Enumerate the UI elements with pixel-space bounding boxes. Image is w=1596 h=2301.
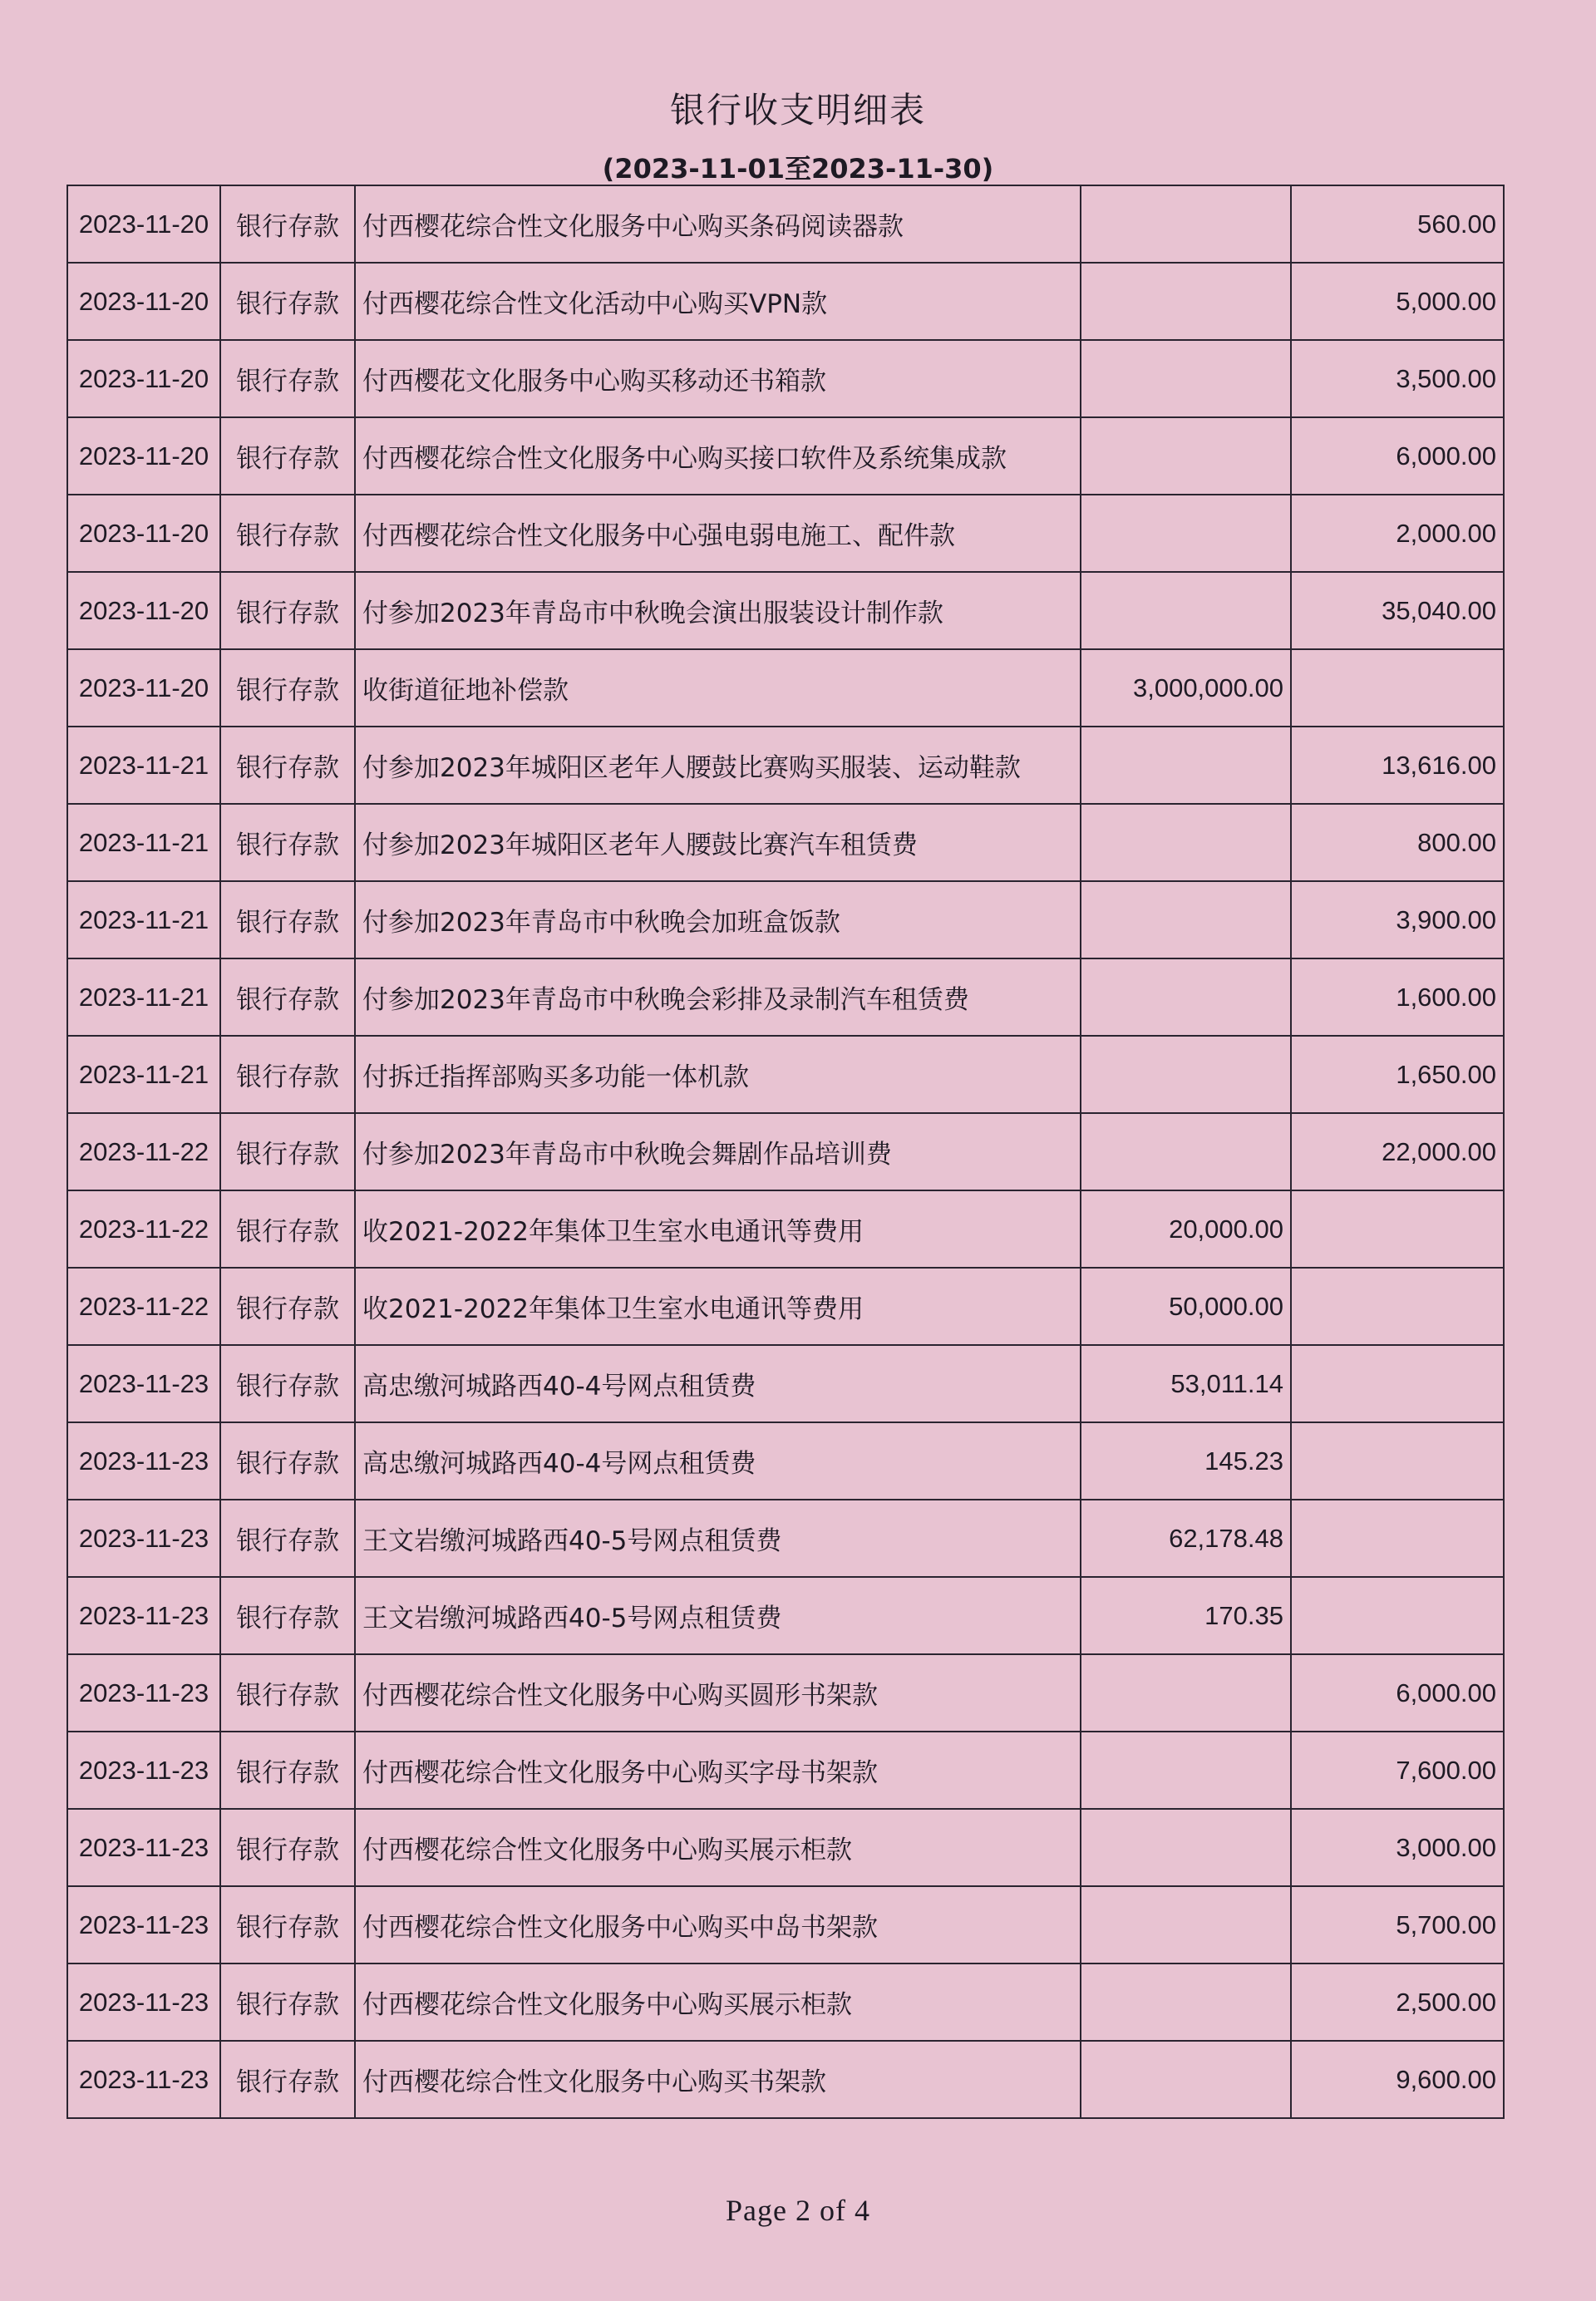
income-cell [1081, 185, 1291, 263]
summary-cell: 付参加2023年城阳区老年人腰鼓比赛购买服装、运动鞋款 [355, 727, 1081, 804]
date-cell: 2023-11-23 [67, 1732, 220, 1809]
expense-cell: 9,600.00 [1291, 2041, 1504, 2118]
expense-cell: 22,000.00 [1291, 1113, 1504, 1190]
table-row [67, 2041, 1504, 2118]
table-row [67, 1654, 1504, 1732]
income-cell: 170.35 [1081, 1577, 1291, 1654]
summary-cell: 付西樱花综合性文化服务中心强电弱电施工、配件款 [355, 495, 1081, 572]
table-row [67, 1268, 1504, 1345]
table-row [67, 804, 1504, 881]
expense-cell: 6,000.00 [1291, 1654, 1504, 1732]
summary-cell: 收街道征地补偿款 [355, 649, 1081, 727]
summary-cell: 付西樱花综合性文化服务中心购买接口软件及系统集成款 [355, 417, 1081, 495]
summary-cell: 付参加2023年城阳区老年人腰鼓比赛汽车租赁费 [355, 804, 1081, 881]
expense-cell [1291, 1500, 1504, 1577]
date-range: (2023-11-01至2023-11-30) [602, 153, 994, 185]
table-row [67, 1963, 1504, 2041]
account-cell: 银行存款 [220, 727, 355, 804]
date-cell: 2023-11-23 [67, 1500, 220, 1577]
income-cell [1081, 263, 1291, 340]
date-cell: 2023-11-23 [67, 2041, 220, 2118]
date-cell: 2023-11-20 [67, 340, 220, 417]
income-cell: 53,011.14 [1081, 1345, 1291, 1422]
summary-cell: 付西樱花综合性文化服务中心购买书架款 [355, 2041, 1081, 2118]
summary-cell: 高忠缴河城路西40-4号网点租赁费 [355, 1345, 1081, 1422]
date-cell: 2023-11-20 [67, 649, 220, 727]
summary-cell: 付参加2023年青岛市中秋晚会舞剧作品培训费 [355, 1113, 1081, 1190]
table-row [67, 495, 1504, 572]
expense-cell: 2,000.00 [1291, 495, 1504, 572]
table-row [67, 340, 1504, 417]
date-cell: 2023-11-21 [67, 958, 220, 1036]
account-cell: 银行存款 [220, 1963, 355, 2041]
account-cell: 银行存款 [220, 572, 355, 649]
summary-cell: 付西樱花文化服务中心购买移动还书箱款 [355, 340, 1081, 417]
page-footer: Page 2 of 4 [726, 2194, 870, 2227]
date-cell: 2023-11-23 [67, 1422, 220, 1500]
date-cell: 2023-11-22 [67, 1268, 220, 1345]
ledger-table [66, 185, 1505, 2119]
page-title: 银行收支明细表 [669, 90, 926, 131]
income-cell: 3,000,000.00 [1081, 649, 1291, 727]
expense-cell: 6,000.00 [1291, 417, 1504, 495]
date-cell: 2023-11-20 [67, 185, 220, 263]
table-row [67, 1345, 1504, 1422]
table-row [67, 417, 1504, 495]
summary-cell: 付西樱花综合性文化服务中心购买字母书架款 [355, 1732, 1081, 1809]
date-cell: 2023-11-21 [67, 804, 220, 881]
summary-cell: 付参加2023年青岛市中秋晚会加班盒饭款 [355, 881, 1081, 958]
summary-cell: 高忠缴河城路西40-4号网点租赁费 [355, 1422, 1081, 1500]
income-cell [1081, 572, 1291, 649]
table-row [67, 1036, 1504, 1113]
summary-cell: 付西樱花综合性文化服务中心购买中岛书架款 [355, 1886, 1081, 1963]
date-cell: 2023-11-23 [67, 1577, 220, 1654]
account-cell: 银行存款 [220, 1268, 355, 1345]
expense-cell: 3,900.00 [1291, 881, 1504, 958]
summary-cell: 王文岩缴河城路西40-5号网点租赁费 [355, 1500, 1081, 1577]
date-cell: 2023-11-23 [67, 1963, 220, 2041]
date-cell: 2023-11-20 [67, 417, 220, 495]
income-cell [1081, 1036, 1291, 1113]
date-cell: 2023-11-23 [67, 1345, 220, 1422]
expense-cell: 13,616.00 [1291, 727, 1504, 804]
income-cell [1081, 804, 1291, 881]
date-cell: 2023-11-23 [67, 1654, 220, 1732]
table-row [67, 727, 1504, 804]
income-cell [1081, 2041, 1291, 2118]
table-row [67, 1732, 1504, 1809]
table-row [67, 1886, 1504, 1963]
expense-cell: 35,040.00 [1291, 572, 1504, 649]
table-row [67, 649, 1504, 727]
account-cell: 银行存款 [220, 417, 355, 495]
table-row [67, 185, 1504, 263]
summary-cell: 付西樱花综合性文化服务中心购买展示柜款 [355, 1963, 1081, 2041]
expense-cell [1291, 1422, 1504, 1500]
income-cell [1081, 1732, 1291, 1809]
income-cell [1081, 495, 1291, 572]
table-row [67, 572, 1504, 649]
summary-cell: 付西樱花综合性文化活动中心购买VPN款 [355, 263, 1081, 340]
income-cell: 50,000.00 [1081, 1268, 1291, 1345]
ledger-body [67, 185, 1504, 2118]
account-cell: 银行存款 [220, 1577, 355, 1654]
summary-cell: 付西樱花综合性文化服务中心购买展示柜款 [355, 1809, 1081, 1886]
account-cell: 银行存款 [220, 1732, 355, 1809]
table-row [67, 263, 1504, 340]
table-row [67, 1113, 1504, 1190]
account-cell: 银行存款 [220, 495, 355, 572]
account-cell: 银行存款 [220, 185, 355, 263]
date-cell: 2023-11-23 [67, 1886, 220, 1963]
expense-cell [1291, 1190, 1504, 1268]
table-row [67, 1577, 1504, 1654]
account-cell: 银行存款 [220, 340, 355, 417]
account-cell: 银行存款 [220, 2041, 355, 2118]
table-row [67, 1809, 1504, 1886]
summary-cell: 付参加2023年青岛市中秋晚会彩排及录制汽车租赁费 [355, 958, 1081, 1036]
account-cell: 银行存款 [220, 1190, 355, 1268]
date-cell: 2023-11-22 [67, 1190, 220, 1268]
summary-cell: 收2021-2022年集体卫生室水电通讯等费用 [355, 1190, 1081, 1268]
table-row [67, 881, 1504, 958]
expense-cell: 3,000.00 [1291, 1809, 1504, 1886]
income-cell [1081, 1809, 1291, 1886]
account-cell: 银行存款 [220, 881, 355, 958]
summary-cell: 付参加2023年青岛市中秋晚会演出服装设计制作款 [355, 572, 1081, 649]
summary-cell: 王文岩缴河城路西40-5号网点租赁费 [355, 1577, 1081, 1654]
account-cell: 银行存款 [220, 1345, 355, 1422]
date-cell: 2023-11-20 [67, 572, 220, 649]
table-row [67, 1190, 1504, 1268]
account-cell: 银行存款 [220, 958, 355, 1036]
expense-cell: 7,600.00 [1291, 1732, 1504, 1809]
date-cell: 2023-11-21 [67, 727, 220, 804]
table-row [67, 1422, 1504, 1500]
income-cell: 62,178.48 [1081, 1500, 1291, 1577]
expense-cell [1291, 1268, 1504, 1345]
date-cell: 2023-11-20 [67, 495, 220, 572]
expense-cell: 5,700.00 [1291, 1886, 1504, 1963]
expense-cell: 1,600.00 [1291, 958, 1504, 1036]
income-cell [1081, 958, 1291, 1036]
expense-cell: 800.00 [1291, 804, 1504, 881]
summary-cell: 收2021-2022年集体卫生室水电通讯等费用 [355, 1268, 1081, 1345]
income-cell [1081, 727, 1291, 804]
income-cell [1081, 417, 1291, 495]
expense-cell [1291, 1577, 1504, 1654]
expense-cell: 5,000.00 [1291, 263, 1504, 340]
account-cell: 银行存款 [220, 1500, 355, 1577]
account-cell: 银行存款 [220, 1036, 355, 1113]
income-cell [1081, 881, 1291, 958]
account-cell: 银行存款 [220, 263, 355, 340]
account-cell: 银行存款 [220, 1886, 355, 1963]
expense-cell: 2,500.00 [1291, 1963, 1504, 2041]
account-cell: 银行存款 [220, 649, 355, 727]
account-cell: 银行存款 [220, 1809, 355, 1886]
summary-cell: 付西樱花综合性文化服务中心购买条码阅读器款 [355, 185, 1081, 263]
date-cell: 2023-11-23 [67, 1809, 220, 1886]
income-cell [1081, 1963, 1291, 2041]
expense-cell [1291, 649, 1504, 727]
account-cell: 银行存款 [220, 1654, 355, 1732]
date-cell: 2023-11-22 [67, 1113, 220, 1190]
summary-cell: 付西樱花综合性文化服务中心购买圆形书架款 [355, 1654, 1081, 1732]
date-cell: 2023-11-21 [67, 1036, 220, 1113]
income-cell [1081, 1654, 1291, 1732]
expense-cell: 3,500.00 [1291, 340, 1504, 417]
date-cell: 2023-11-20 [67, 263, 220, 340]
table-row [67, 1500, 1504, 1577]
account-cell: 银行存款 [220, 1113, 355, 1190]
summary-cell: 付拆迁指挥部购买多功能一体机款 [355, 1036, 1081, 1113]
income-cell: 20,000.00 [1081, 1190, 1291, 1268]
income-cell [1081, 1886, 1291, 1963]
expense-cell: 1,650.00 [1291, 1036, 1504, 1113]
account-cell: 银行存款 [220, 804, 355, 881]
account-cell: 银行存款 [220, 1422, 355, 1500]
table-row [67, 958, 1504, 1036]
income-cell: 145.23 [1081, 1422, 1291, 1500]
expense-cell [1291, 1345, 1504, 1422]
income-cell [1081, 340, 1291, 417]
date-cell: 2023-11-21 [67, 881, 220, 958]
expense-cell: 560.00 [1291, 185, 1504, 263]
income-cell [1081, 1113, 1291, 1190]
